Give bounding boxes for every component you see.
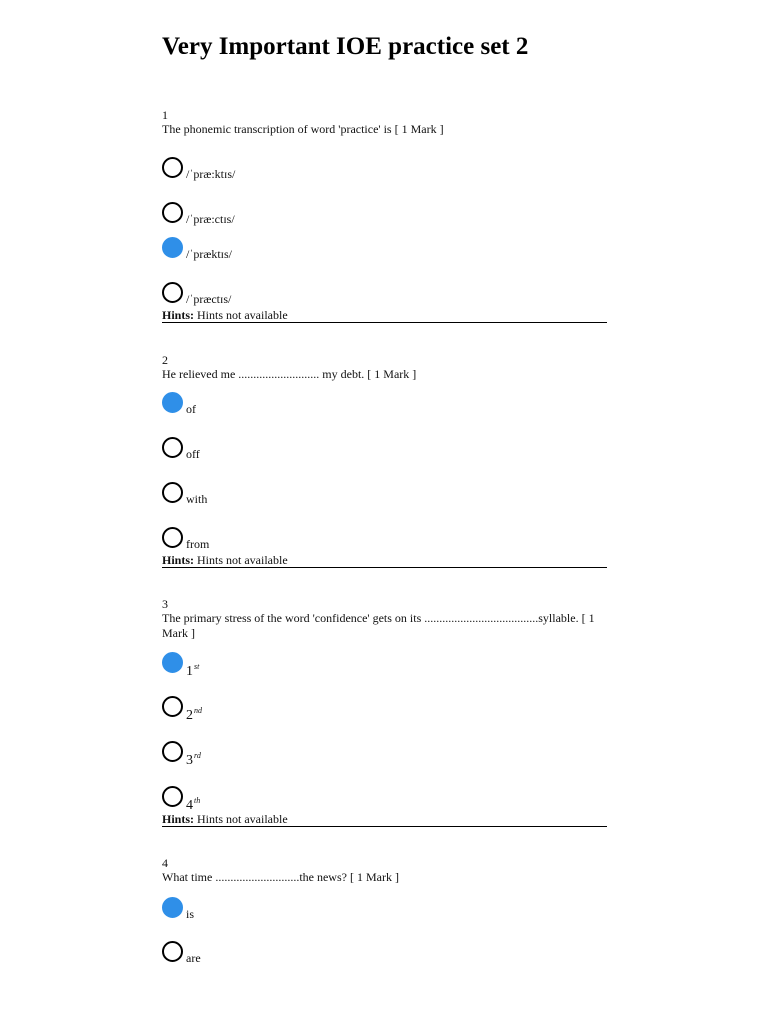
- option-label: with: [186, 492, 208, 506]
- option-label: [186, 749, 201, 768]
- hints-label: Hints:: [162, 812, 195, 826]
- option-label: /ˈpræktɪs/: [186, 247, 233, 261]
- question-number: 4: [162, 856, 168, 870]
- radio-button[interactable]: [162, 941, 183, 962]
- option-label: are: [186, 951, 201, 965]
- hints-line: [162, 812, 288, 826]
- radio-button[interactable]: [162, 786, 183, 807]
- page-title: Very Important IOE practice set 2: [162, 33, 529, 60]
- option-label: /ˈpræctɪs/: [186, 292, 232, 306]
- hints-line: [162, 553, 288, 567]
- hints-text: Hints not available: [197, 553, 288, 567]
- ordinal-suffix: nd: [194, 706, 202, 715]
- radio-button-selected[interactable]: [162, 237, 183, 258]
- question-number: 1: [162, 108, 168, 122]
- question-text: The phonemic transcription of word 'practice' is [ 1 Mark ]: [162, 122, 444, 136]
- radio-button[interactable]: [162, 696, 183, 717]
- radio-button[interactable]: [162, 437, 183, 458]
- radio-button[interactable]: [162, 157, 183, 178]
- ordinal-suffix: rd: [194, 751, 201, 760]
- divider: [162, 567, 607, 568]
- radio-button[interactable]: [162, 527, 183, 548]
- option-label: /ˈpræ:ctɪs/: [186, 212, 235, 226]
- ordinal-number: 3: [186, 753, 193, 768]
- option-label: [186, 660, 199, 679]
- radio-button-selected[interactable]: [162, 897, 183, 918]
- ordinal-suffix: st: [194, 662, 200, 671]
- divider: [162, 826, 607, 827]
- radio-button-selected[interactable]: [162, 392, 183, 413]
- ordinal-number: 1: [186, 664, 193, 679]
- hints-text: Hints not available: [197, 812, 288, 826]
- question-text: The primary stress of the word 'confidence' gets on its ......................................syllable. [ 1 Mark ]: [162, 611, 595, 640]
- question-text: What time ............................the news? [ 1 Mark ]: [162, 870, 399, 884]
- ordinal-number: 2: [186, 708, 193, 723]
- radio-button[interactable]: [162, 282, 183, 303]
- hints-line: [162, 308, 288, 322]
- option-label: is: [186, 907, 195, 921]
- ordinal-suffix: th: [194, 796, 201, 805]
- option-label: off: [186, 447, 200, 461]
- ordinal-number: 4: [186, 798, 193, 813]
- hints-label: Hints:: [162, 308, 195, 322]
- radio-button[interactable]: [162, 482, 183, 503]
- radio-button[interactable]: [162, 202, 183, 223]
- option-label: [186, 704, 202, 723]
- option-label: /ˈpræ:ktɪs/: [186, 167, 236, 181]
- question-number: 3: [162, 597, 168, 611]
- hints-label: Hints:: [162, 553, 195, 567]
- question-number: 2: [162, 353, 168, 367]
- question-text: He relieved me ........................... my debt. [ 1 Mark ]: [162, 367, 417, 381]
- radio-button-selected[interactable]: [162, 652, 183, 673]
- hints-text: Hints not available: [197, 308, 288, 322]
- radio-button[interactable]: [162, 741, 183, 762]
- option-label: [186, 794, 200, 813]
- option-label: from: [186, 537, 210, 551]
- divider: [162, 322, 607, 323]
- option-label: of: [186, 402, 196, 416]
